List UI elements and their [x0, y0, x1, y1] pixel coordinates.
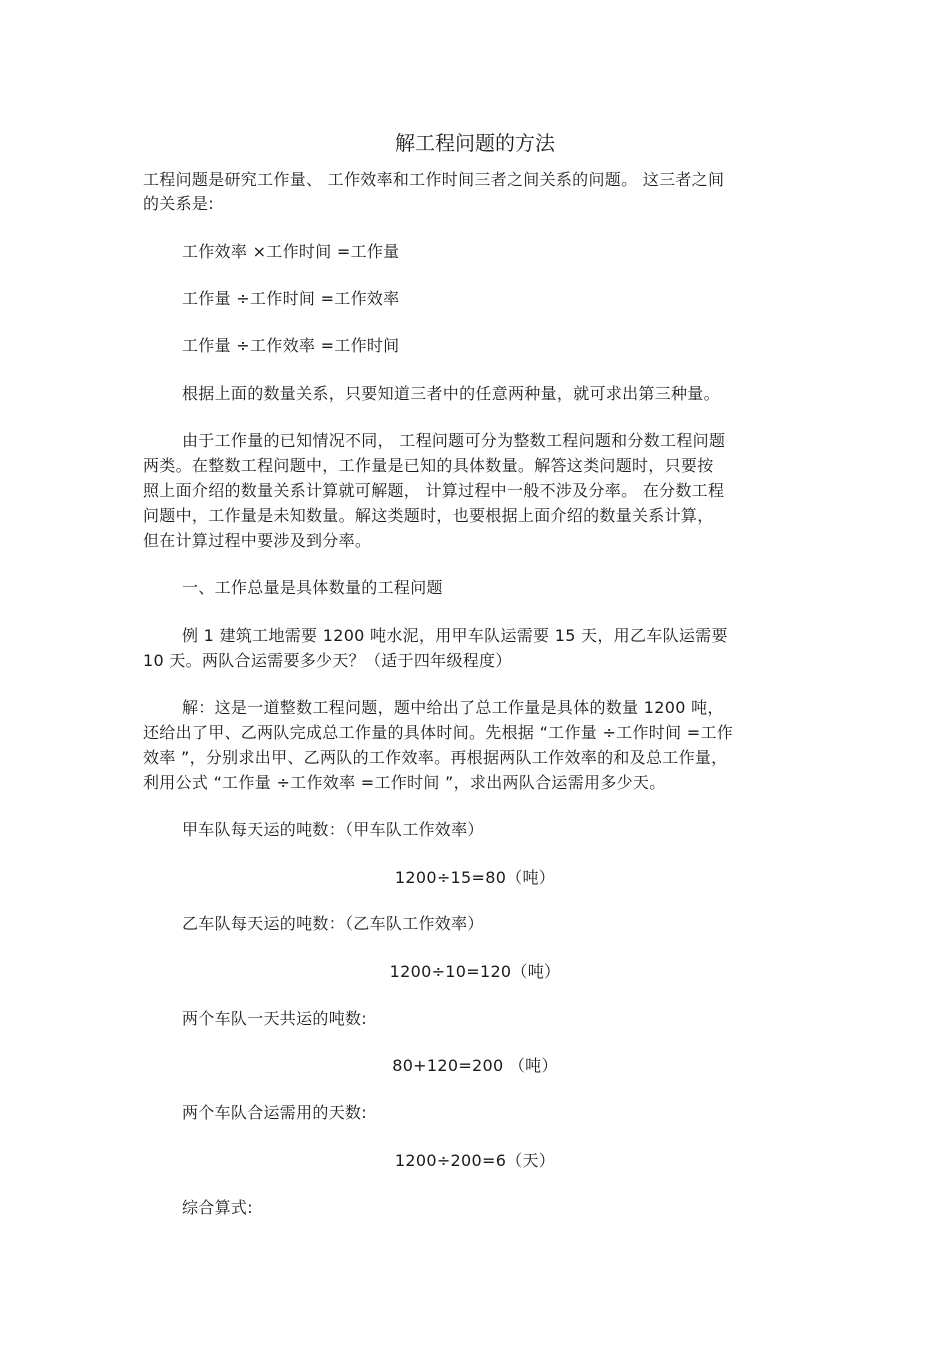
formula-work-time: 工作量 ÷工作时间 =工作效率: [182, 289, 400, 308]
section-heading: 一、工作总量是具体数量的工程问题: [182, 578, 443, 597]
para2-line-4: 问题中，工作量是未知数量。解这类题时，也要根据上面介绍的数量关系计算，: [143, 506, 714, 525]
para2-line-3: 照上面介绍的数量关系计算就可解题， 计算过程中一般不涉及分率。 在分数工程: [143, 481, 725, 500]
step1-calc: 1200÷15=80（吨）: [394, 868, 556, 887]
step4-label: 两个车队合运需用的天数:: [182, 1103, 367, 1122]
step2-label: 乙车队每天运的吨数：（乙车队工作效率）: [182, 914, 484, 933]
step1-label: 甲车队每天运的吨数：（甲车队工作效率）: [182, 820, 484, 839]
solution-line-3: 效率 ”，分别求出甲、乙两队的工作效率。再根据两队工作效率的和及总工作量，: [143, 748, 728, 767]
formula-time: 工作量 ÷工作效率 =工作时间: [182, 336, 400, 355]
intro-line-2: 的关系是:: [143, 194, 214, 213]
step3-label: 两个车队一天共运的吨数:: [182, 1009, 367, 1028]
document-title: 解工程问题的方法: [395, 131, 555, 155]
formula-efficiency: 工作效率 ×工作时间 =工作量: [182, 242, 400, 261]
solution-line-2: 还给出了甲、乙两队完成总工作量的具体时间。先根据 “工作量 ÷工作时间 =工作: [143, 723, 734, 742]
intro-line-1: 工程问题是研究工作量、 工作效率和工作时间三者之间关系的问题。 这三者之间: [143, 170, 725, 189]
combined-formula-label: 综合算式:: [182, 1198, 253, 1217]
para2-line-2: 两类。在整数工程问题中，工作量是已知的具体数量。解答这类问题时，只要按: [143, 456, 714, 475]
step2-calc: 1200÷10=120（吨）: [389, 962, 561, 981]
solution-line-4: 利用公式 “工作量 ÷工作效率 =工作时间 ”，求出两队合运需用多少天。: [143, 773, 666, 792]
step3-calc: 80+120=200 （吨）: [392, 1056, 558, 1075]
example-line-2: 10 天。两队合运需要多少天？（适于四年级程度）: [143, 651, 512, 670]
example-line-1: 例 1 建筑工地需要 1200 吨水泥，用甲车队运需要 15 天，用乙车队运需要: [182, 626, 728, 645]
para2-line-5: 但在计算过程中要涉及到分率。: [143, 531, 372, 550]
relation-note: 根据上面的数量关系，只要知道三者中的任意两种量，就可求出第三种量。: [182, 384, 720, 403]
step4-calc: 1200÷200=6（天）: [394, 1151, 556, 1170]
solution-line-1: 解：这是一道整数工程问题，题中给出了总工作量是具体的数量 1200 吨，: [182, 698, 724, 717]
para2-line-1: 由于工作量的已知情况不同， 工程问题可分为整数工程问题和分数工程问题: [182, 431, 726, 450]
